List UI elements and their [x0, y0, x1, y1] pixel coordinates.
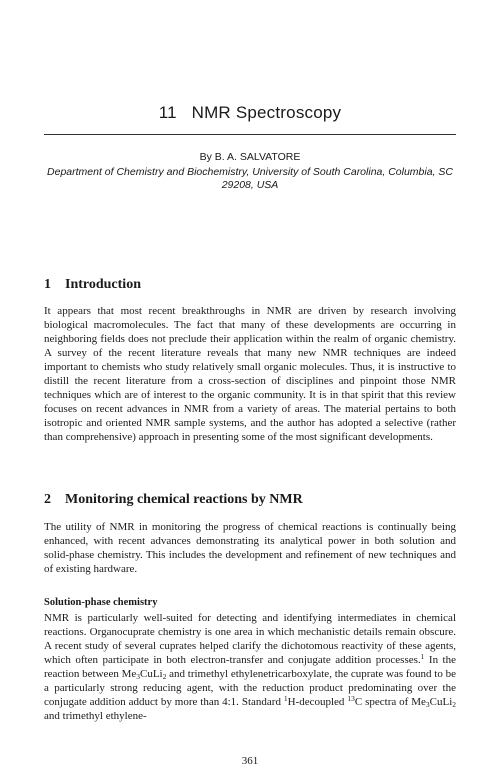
superscript: 13 [347, 694, 355, 703]
subscript: 2 [162, 672, 167, 681]
text-run: and trimethyl ethylene- [44, 710, 147, 722]
subscript: 3 [136, 672, 140, 681]
chapter-number: 11 [158, 103, 177, 122]
section-heading-introduction [44, 277, 141, 293]
subscript: 3 [425, 700, 430, 709]
title-rule [44, 134, 456, 135]
page-number: 361 [241, 755, 259, 767]
section-number: 1 [44, 277, 51, 292]
text-run: CuLi [429, 696, 453, 708]
subsection-heading: Solution-phase chemistry [44, 597, 158, 608]
text-run: NMR is particularly well-suited for detecting and identifying intermediates in chemical reactions. Organocuprate chemistry is one area in which mechanistic details remain obscure. A recent study of several cuprates helped clarify the dichotomous reactivity of these agents, which often participate in both electron-transfer and conjugate addition processes. [44, 612, 456, 666]
chapter-title [0, 103, 500, 123]
chapter-title-text: NMR Spectroscopy [191, 103, 342, 122]
monitoring-paragraph: The utility of NMR in monitoring the progress of chemical reactions is continually being enhanced, with recent advances demonstrating its analytical power in both solution and solid-phase chemistry. This includes the development and refinement of new techniques and of existing hardware. [44, 521, 456, 575]
section-title: Introduction [65, 277, 141, 292]
section-title: Monitoring chemical reactions by NMR [65, 492, 303, 507]
subscript: 2 [452, 700, 457, 709]
text-run: CuLi [140, 668, 163, 680]
text-run: and trimethyl ethylenetricarboxylate, the cuprate was found to be a particularly strong reducing agent, with the reduction product predominating over the conjugate addition adduct by more than 4:1. Standard [44, 668, 456, 708]
section-number: 2 [44, 492, 51, 507]
text-run: H-decoupled [287, 696, 348, 708]
superscript: 1 [283, 694, 288, 703]
author-affiliation: Department of Chemistry and Biochemistry, University of South Carolina, Columbia, SC 29208, USA [47, 166, 453, 191]
text-run: C spectra of Me [354, 696, 426, 708]
author-line: By B. A. SALVATORE [199, 151, 301, 163]
solution-phase-paragraph [44, 611, 456, 723]
text-run: In the reaction between Me [44, 654, 456, 680]
section-heading-monitoring [44, 492, 303, 508]
introduction-paragraph: It appears that most recent breakthroughs in NMR are driven by research involving biological macromolecules. The fact that many of these developments are occurring in neighboring fields does not preclude their application within the realm of organic chemistry. A survey of the recent literature reveals that many new NMR techniques are indeed important to chemists who study relatively small organic molecules. Thus, it is instructive to distill the recent literature from a cross-section of disciplines and pinpoint those NMR techniques which are of interest to the organic community. It is in that spirit that this review focuses on recent advances in NMR from a variety of areas. The material pertains to both isotropic and oriented NMR sample systems, and the author has adopted a selective (rather than comprehensive) approach in presenting some of the most significant developments. [44, 305, 456, 443]
reference-marker: 1 [420, 652, 425, 661]
